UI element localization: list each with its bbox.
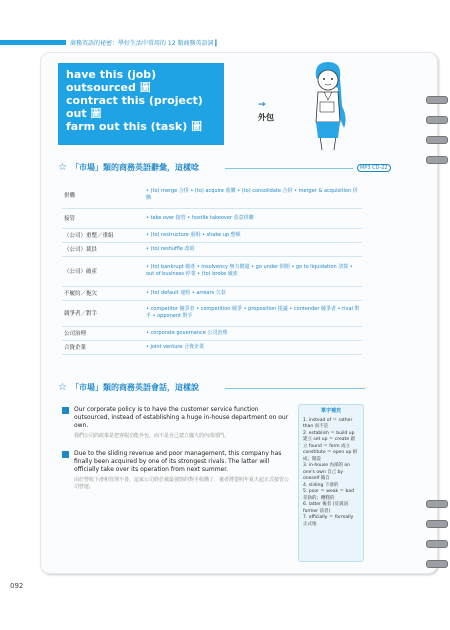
mp3-badge: MP3 CD-22 <box>357 164 391 172</box>
ring-icon <box>426 116 448 124</box>
ring-icon <box>426 500 448 508</box>
row-terms: • (to) reshuffle 改組 <box>144 242 362 256</box>
ring-icon <box>426 136 448 144</box>
list-item <box>62 450 292 491</box>
row-category: 不履約／拖欠 <box>62 286 144 300</box>
row-terms: • competitor 競爭者 • competition 競爭 • proposition 提議 • contender 競爭者 • rival 對手 • opponent 對手 <box>144 300 362 326</box>
row-category: 接管 <box>62 208 144 228</box>
arrow-icon: → <box>258 100 266 110</box>
list-item: 6. latter 後者 (反義詞 former 前者) <box>303 502 348 514</box>
vocab-supplement-box <box>298 404 364 562</box>
row-category: 公司治理 <box>62 326 144 340</box>
translation-label: 外包 <box>258 113 274 122</box>
ring-icon <box>426 540 448 548</box>
section-rule <box>225 388 365 389</box>
star-icon: ☆ <box>58 162 67 173</box>
table-row <box>62 340 362 354</box>
bullet-square-icon <box>62 407 69 414</box>
page-number: 092 <box>10 582 24 590</box>
list-item: 4. sliding 下滑的 <box>303 482 339 488</box>
sentence-chinese: 由於營收下滑和管理不善，這家公司終於被最強勁的對手收購了，後者將從明年夏天起正式接管公司營運。 <box>74 477 290 490</box>
ring-icon <box>426 520 448 528</box>
row-terms: • (to) default 違約 • arrears 欠款 <box>144 286 362 300</box>
list-item: 2. establish ＝ build up 建立 set up ＝ create 創立 found ＝ form 成立 constitute ＝ open up 組成；開設 <box>303 430 358 462</box>
running-header: 商務英語的祕密：學好生活中常用的 12 類商務英語詞 ▎ <box>70 40 220 47</box>
woman-illustration <box>298 58 358 156</box>
row-terms: • (to) bankrupt 破產 • insolvency 無力償還 • go under 倒閉 • go to liquidation 清算 • out of business 停業 • (to) broke 破產 <box>144 256 362 286</box>
headline-line: farm out this (task) 圖 <box>66 120 203 133</box>
translation-callout <box>258 100 274 123</box>
row-category: （公司）破產 <box>62 256 144 286</box>
vocab-table <box>62 182 362 355</box>
row-category: （公司）重整／重組 <box>62 228 144 242</box>
ring-icon <box>426 560 448 568</box>
row-category: 競爭者／對手 <box>62 300 144 326</box>
bullet-square-icon <box>62 451 69 458</box>
table-row <box>62 208 362 228</box>
table-row <box>62 326 362 340</box>
section-rule <box>225 168 353 169</box>
vocab-box-title: 單字補充 <box>320 408 341 414</box>
row-terms: • take over 接管 • hostile takeover 惡意併購 <box>144 208 362 228</box>
headline-box <box>58 63 224 145</box>
row-terms: • (to) merge 合併 • (to) acquire 收購 • (to) consolidate 合併 • merger & acquisition 併購 <box>144 182 362 208</box>
headline-line: contract this (project) <box>66 94 203 107</box>
star-icon: ☆ <box>58 382 67 393</box>
header-bar <box>0 38 450 46</box>
table-row <box>62 182 362 208</box>
row-category: 合資企業 <box>62 340 144 354</box>
row-terms: • joint venture 合資企業 <box>144 340 362 354</box>
headline-line: outsourced 圖 <box>66 81 151 94</box>
row-terms: • (to) restructure 重組 • shake up 整頓 <box>144 228 362 242</box>
table-row <box>62 242 362 256</box>
example-sentences <box>62 406 292 501</box>
row-category: （公司）裁員 <box>62 242 144 256</box>
headline-line: have this (job) <box>66 68 157 81</box>
row-category: 併購 <box>62 182 144 208</box>
header-accent <box>0 40 66 45</box>
table-row <box>62 286 362 300</box>
sentence-english: Our corporate policy is to have the customer service function outsourced, instead of establishing a huge in-house department on our own. <box>74 406 289 429</box>
sentence-chinese: 我們公司的政策是把客服功能外包，而不是自己建立龐大的內部部門。 <box>74 433 230 439</box>
section-title-vocab: ☆ 「市場」類的商務英語辭彙，這樣唸 <box>58 162 199 173</box>
list-item: 7. officially ＝ formally 正式地 <box>303 515 354 527</box>
sentence-english: Due to the sliding revenue and poor management, this company has finally been acquired by one of its strongest rivals. The latter will officially take over its operation from next summer. <box>74 450 282 473</box>
table-row <box>62 300 362 326</box>
ring-icon <box>426 96 448 104</box>
section-title-conversation: ☆ 「市場」類的商務英語會話，這樣說 <box>58 382 199 393</box>
list-item: 3. in-house 內部的 on one's own 自己 by oneself 獨自 <box>303 463 350 481</box>
table-row <box>62 228 362 242</box>
list-item: 5. poor ＝ weak ＝ bad 差勁的；糟糕的 <box>303 489 354 501</box>
ring-icon <box>426 156 448 164</box>
row-terms: • corporate governance 公司治理 <box>144 326 362 340</box>
list-item <box>62 406 292 440</box>
list-item: 1. instead of ＝ rather than 而不是 <box>303 417 353 429</box>
headline-line: out 圖 <box>66 107 102 120</box>
table-row <box>62 256 362 286</box>
